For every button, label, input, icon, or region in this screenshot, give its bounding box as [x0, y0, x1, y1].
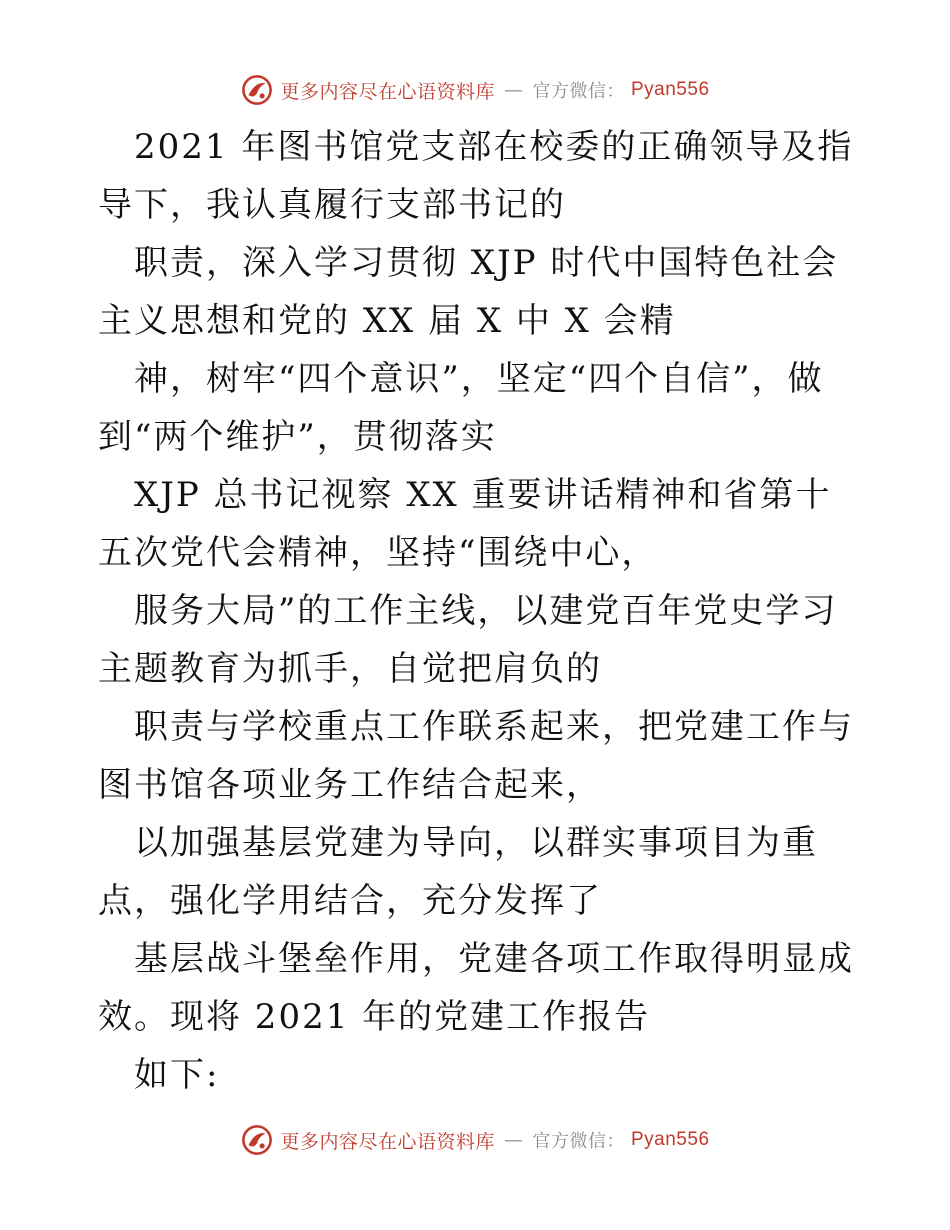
footer-banner: [0, 1120, 950, 1160]
header-promo-text: 更多内容尽在心语资料库: [280, 80, 495, 103]
body-paragraph-7: 以加强基层党建为导向，以群实事项目为重点，强化学用结合，充分发挥了: [98, 823, 818, 921]
header-wechat-id: Pyan556: [631, 79, 710, 100]
header-wechat-label: 官方微信：: [532, 81, 625, 102]
footer-promo-text: 更多内容尽在心语资料库: [280, 1130, 495, 1153]
footer-banner-content: [240, 1123, 709, 1157]
body-paragraph-9: 如下:: [134, 1055, 220, 1095]
header-separator: —: [504, 79, 524, 101]
document-body: [98, 118, 858, 1104]
body-paragraph-6: 职责与学校重点工作联系起来，把党建工作与图书馆各项业务工作结合起来，: [98, 707, 854, 805]
body-paragraph-3: 神，树牢“四个意识”，坚定“四个自信”，做到“两个维护”，贯彻落实: [98, 359, 824, 457]
header-banner-content: [240, 73, 709, 107]
body-paragraph-5: 服务大局”的工作主线，以建党百年党史学习主题教育为抓手，自觉把肩负的: [98, 591, 838, 689]
brush-stroke-logo-icon: [240, 1123, 274, 1157]
body-paragraph-8: 基层战斗堡垒作用，党建各项工作取得明显成效。现将 2021 年的党建工作报告: [98, 939, 854, 1037]
header-banner: [0, 70, 950, 110]
footer-wechat-id: Pyan556: [631, 1129, 710, 1150]
body-paragraph-4: XJP 总书记视察 XX 重要讲话精神和省第十五次党代会精神，坚持“围绕中心，: [98, 475, 832, 573]
footer-separator: —: [504, 1129, 524, 1151]
brush-stroke-logo-icon: [240, 73, 274, 107]
body-paragraph-2: 职责，深入学习贯彻 XJP 时代中国特色社会主义思想和党的 XX 届 X 中 X 会精: [98, 243, 839, 341]
footer-wechat-label: 官方微信：: [532, 1131, 625, 1152]
body-paragraph-1: 2021 年图书馆党支部在校委的正确领导及指导下，我认真履行支部书记的: [98, 127, 854, 225]
